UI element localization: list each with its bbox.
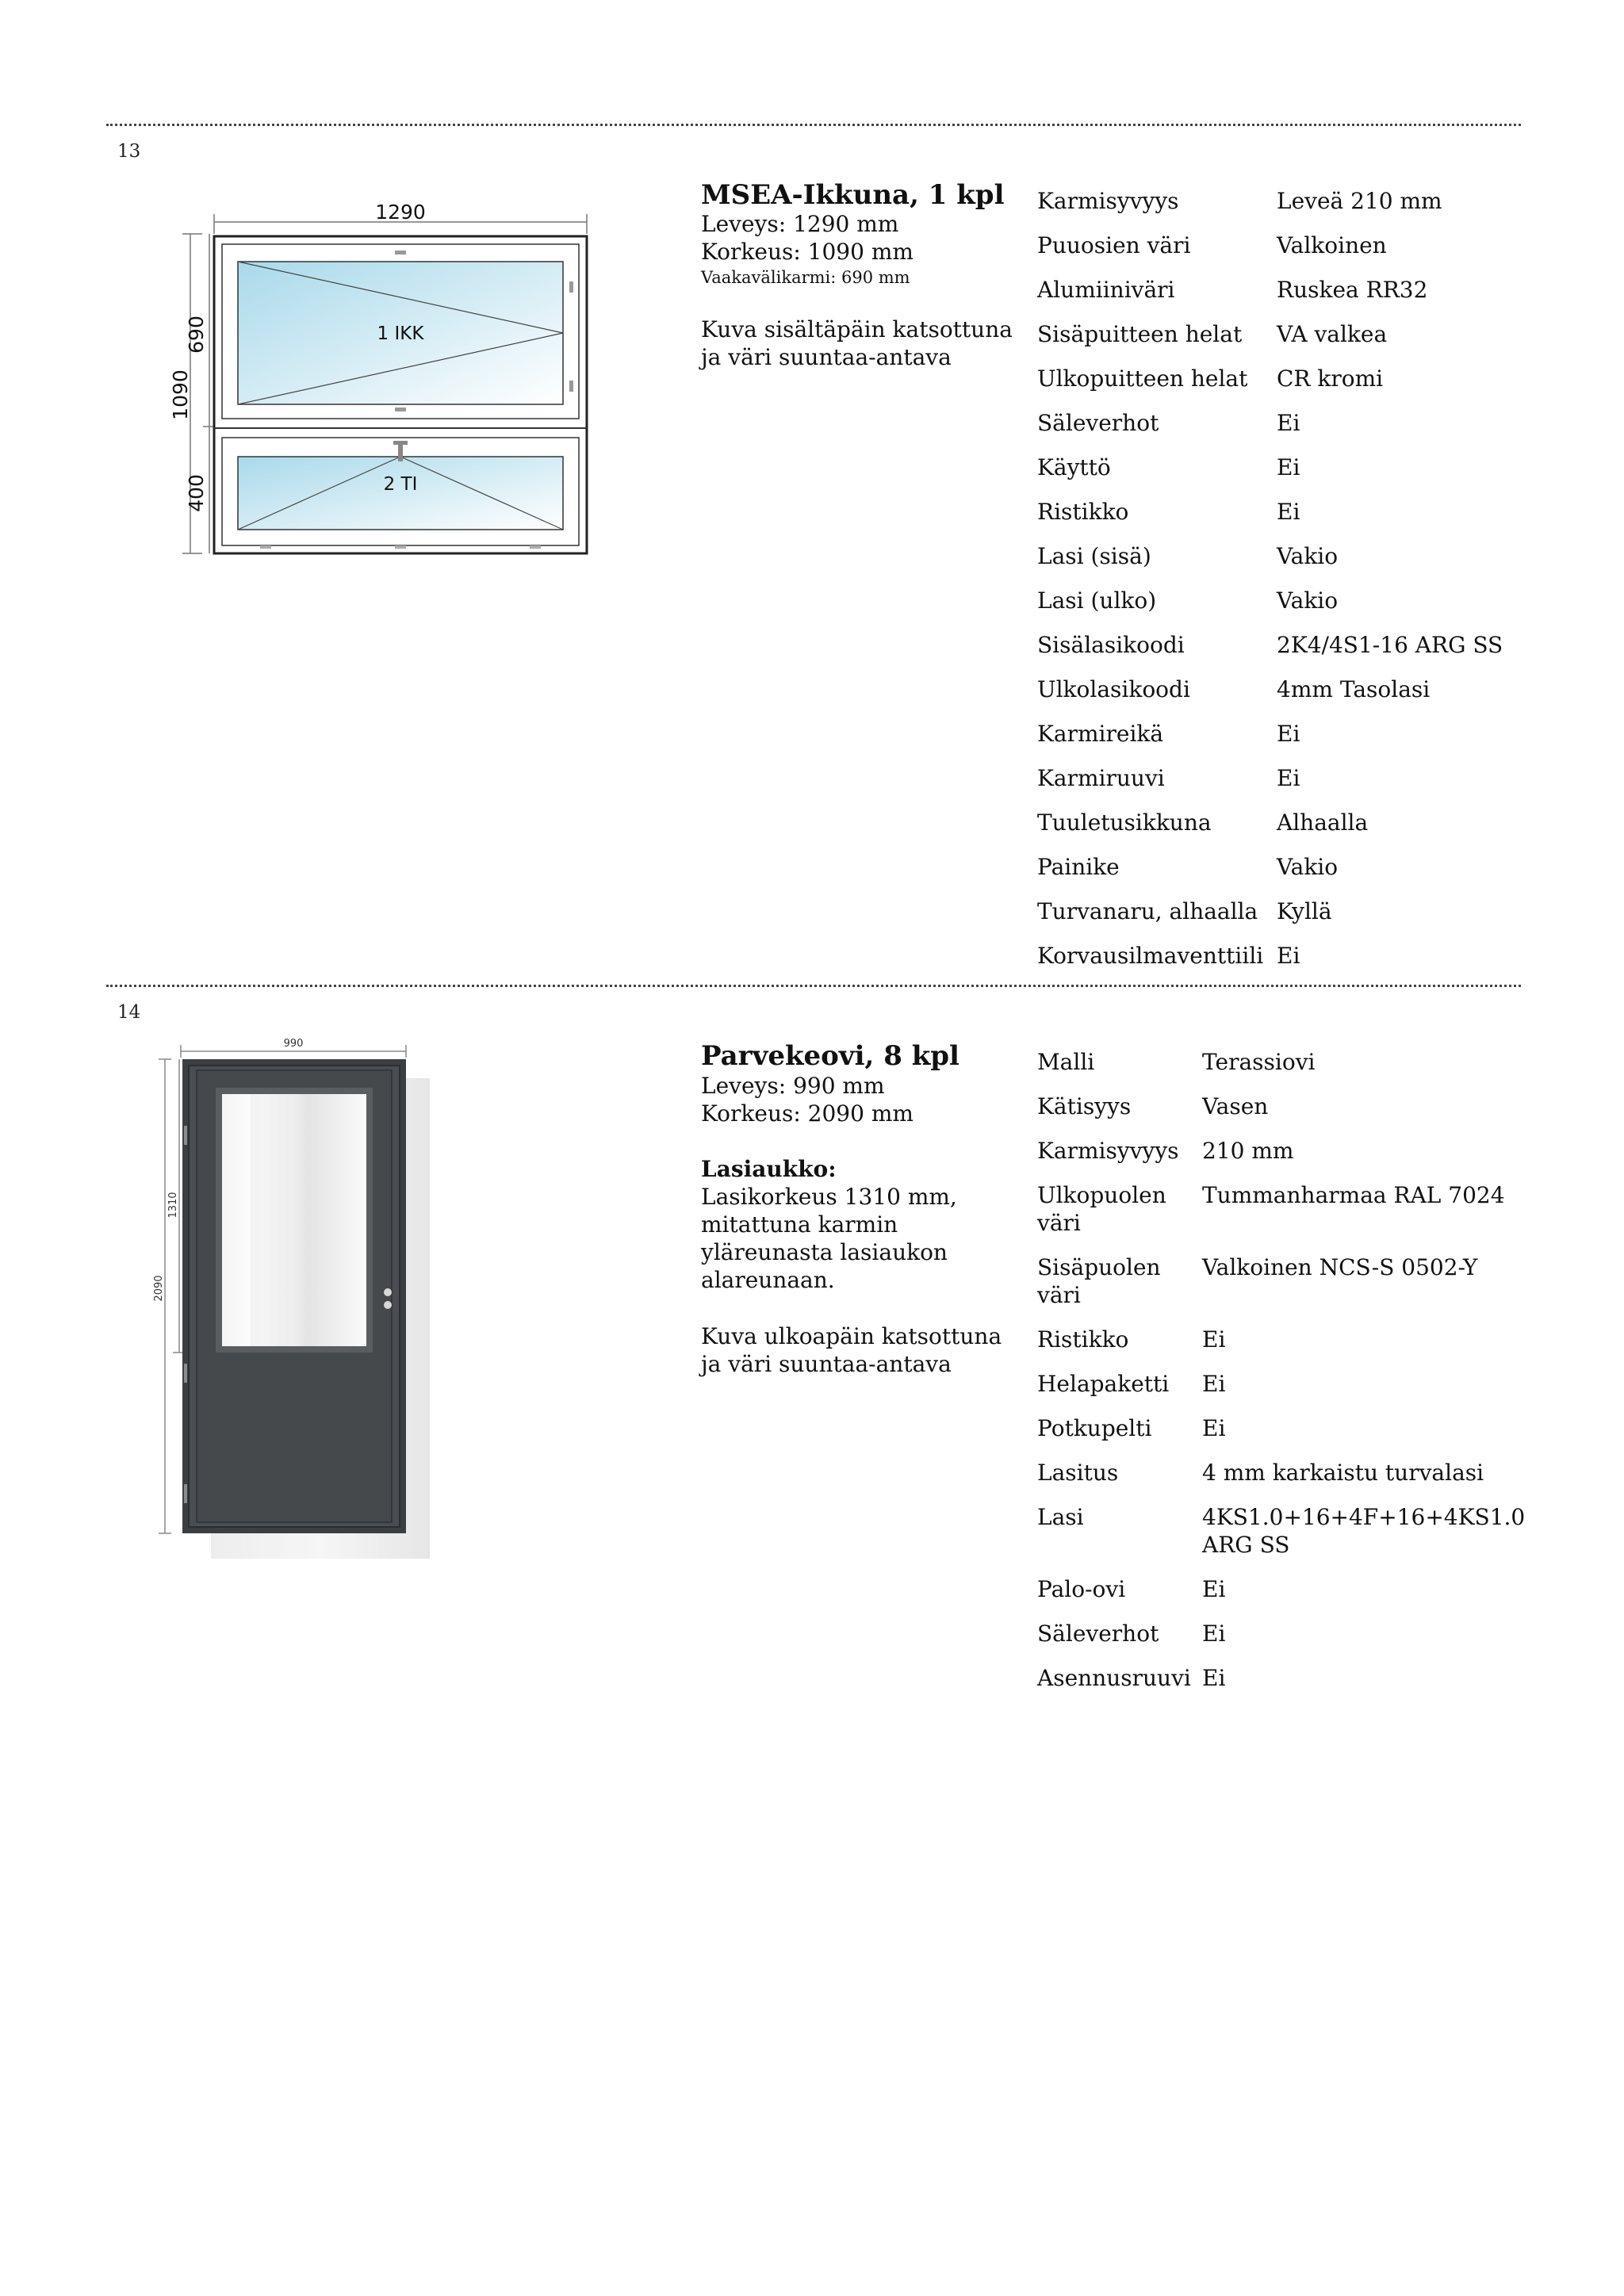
- spec-label: Alumiiniväri: [1037, 277, 1175, 303]
- spec-label: Käyttö: [1037, 454, 1111, 480]
- spec-label: Potkupelti: [1037, 1415, 1152, 1441]
- spec-value: Ei: [1202, 1576, 1226, 1602]
- spec-label: Puuosien väri: [1037, 232, 1191, 258]
- spec-value: Ei: [1202, 1326, 1226, 1353]
- spec-label: Lasi: [1037, 1504, 1084, 1530]
- item-number: 13: [117, 141, 141, 162]
- spec-value: Vasen: [1202, 1093, 1269, 1119]
- width-dim: 1290: [375, 201, 426, 224]
- spec-value: Ei: [1277, 943, 1300, 969]
- spec-label: Karmisyvyys: [1037, 1138, 1179, 1164]
- spec-label: Karmiruuvi: [1037, 765, 1165, 791]
- spec-label: Ristikko: [1037, 499, 1129, 525]
- spec-label: Asennusruuvi: [1037, 1665, 1191, 1691]
- item-height: Korkeus: 2090 mm: [701, 1100, 914, 1127]
- spec-value: Vakio: [1277, 543, 1339, 569]
- spec-value: Ei: [1202, 1665, 1226, 1691]
- separator-top: [106, 124, 1521, 126]
- spec-label: Lasi (ulko): [1037, 587, 1157, 614]
- spec-label: Karmisyvyys: [1037, 188, 1179, 214]
- upper-sash-label: 1 IKK: [377, 323, 424, 344]
- spec-label: Ulkolasikoodi: [1037, 676, 1190, 702]
- spec-value: Ei: [1277, 721, 1300, 747]
- spec-label: Lasi (sisä): [1037, 543, 1151, 569]
- item-title: MSEA-Ikkuna, 1 kpl: [701, 179, 1005, 211]
- door-height-dim: 2090: [153, 1275, 165, 1302]
- spec-value: Ei: [1202, 1371, 1226, 1397]
- glass-opening-text: Lasikorkeus 1310 mm, mitattuna karmin yläreunasta lasiaukon alareunaan.: [701, 1184, 957, 1293]
- separator-middle: [106, 985, 1521, 987]
- spec-label: Säleverhot: [1037, 1621, 1159, 1647]
- spec-value: Ei: [1202, 1415, 1226, 1441]
- spec-label: Korvausilmaventtiili: [1037, 943, 1264, 969]
- spec-value: Ei: [1277, 765, 1300, 791]
- spec-label: Karmireikä: [1037, 721, 1164, 747]
- spec-label: Painike: [1037, 854, 1120, 880]
- item-width: Leveys: 1290 mm: [701, 211, 899, 237]
- spec-label: Lasitus: [1037, 1460, 1119, 1486]
- spec-value: 210 mm: [1202, 1138, 1294, 1164]
- spec-value: Tummanharmaa RAL 7024: [1202, 1182, 1505, 1208]
- spec-value: Leveä 210 mm: [1277, 188, 1442, 214]
- spec-value: Valkoinen NCS-S 0502-Y: [1202, 1254, 1478, 1280]
- spec-value: 4mm Tasolasi: [1277, 676, 1431, 702]
- spec-value: Kyllä: [1277, 898, 1332, 924]
- glass-opening-heading: Lasiaukko:: [701, 1156, 837, 1182]
- spec-label: Ulkopuolen väri: [1037, 1182, 1166, 1236]
- item-mullion: Vaakavälikarmi: 690 mm: [701, 268, 910, 287]
- spec-value: VA valkea: [1277, 321, 1388, 347]
- spec-label: Tuuletusikkuna: [1037, 809, 1212, 836]
- item-width: Leveys: 990 mm: [701, 1073, 885, 1099]
- spec-value: Alhaalla: [1277, 809, 1369, 836]
- spec-label: Sisälasikoodi: [1037, 632, 1185, 658]
- item-height: Korkeus: 1090 mm: [701, 239, 914, 265]
- spec-value: Ei: [1202, 1621, 1226, 1647]
- door-glass-height-dim: 1310: [167, 1192, 179, 1219]
- window-drawing: [159, 190, 603, 563]
- item-note: Kuva sisältäpäin katsottuna ja väri suuntaa-antava: [701, 316, 1013, 370]
- lower-sash-label: 2 TI: [383, 474, 418, 495]
- spec-label: Helapaketti: [1037, 1371, 1170, 1397]
- spec-label: Turvanaru, alhaalla: [1037, 898, 1258, 924]
- total-height-dim: 1090: [169, 369, 192, 420]
- spec-label: Säleverhot: [1037, 410, 1159, 436]
- spec-value: 4 mm karkaistu turvalasi: [1202, 1460, 1484, 1486]
- spec-label: Kätisyys: [1037, 1093, 1132, 1119]
- spec-label: Ulkopuitteen helat: [1037, 365, 1248, 392]
- spec-value: Ei: [1277, 499, 1300, 525]
- spec-value: Ei: [1277, 410, 1300, 436]
- spec-value: 4KS1.0+16+4F+16+4KS1.0 ARG SS: [1202, 1504, 1526, 1558]
- spec-label: Malli: [1037, 1049, 1095, 1075]
- spec-label: Sisäpuolen väri: [1037, 1254, 1161, 1308]
- spec-label: Palo-ovi: [1037, 1576, 1126, 1602]
- spec-value: 2K4/4S1-16 ARG SS: [1277, 632, 1503, 658]
- upper-height-dim: 690: [185, 316, 208, 354]
- item-title: Parvekeovi, 8 kpl: [701, 1040, 959, 1072]
- spec-value: Vakio: [1277, 854, 1339, 880]
- spec-value: Ruskea RR32: [1277, 277, 1428, 303]
- spec-value: Ei: [1277, 454, 1300, 480]
- door-drawing: [147, 1031, 441, 1570]
- spec-value: Vakio: [1277, 587, 1339, 614]
- spec-value: Valkoinen: [1277, 232, 1387, 258]
- lower-height-dim: 400: [185, 474, 208, 512]
- item-note: Kuva ulkoapäin katsottuna ja väri suuntaa-antava: [701, 1323, 1002, 1377]
- spec-value: Terassiovi: [1202, 1049, 1316, 1075]
- item-number: 14: [117, 1002, 141, 1023]
- spec-value: CR kromi: [1277, 365, 1384, 392]
- spec-label: Ristikko: [1037, 1326, 1129, 1353]
- glass-opening: [701, 1155, 963, 1294]
- door-width-dim: 990: [283, 1038, 304, 1050]
- spec-label: Sisäpuitteen helat: [1037, 321, 1243, 347]
